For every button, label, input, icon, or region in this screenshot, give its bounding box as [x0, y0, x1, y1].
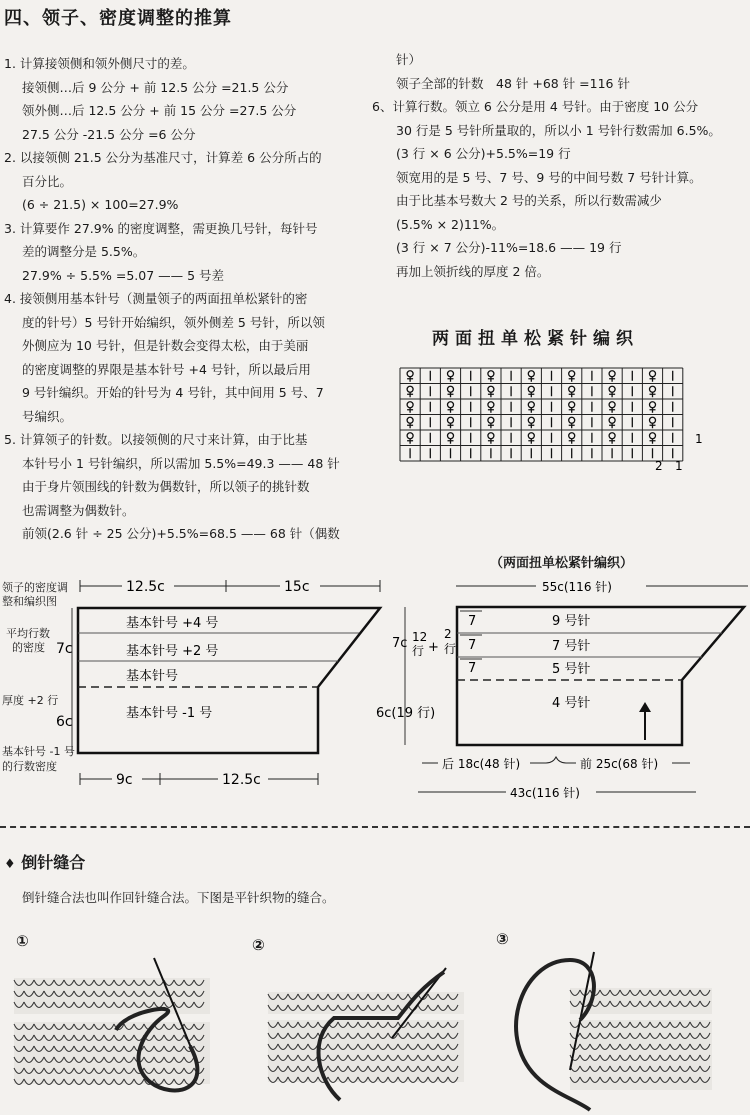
twisted-stitch-loop	[569, 402, 575, 408]
twisted-stitch-loop	[569, 371, 575, 377]
twisted-stitch-symbol	[528, 392, 534, 397]
band-label: 5 号针	[552, 662, 591, 677]
twisted-stitch-loop	[528, 386, 534, 392]
twisted-stitch-loop	[488, 386, 494, 392]
twisted-stitch-symbol	[528, 423, 534, 428]
twisted-stitch-loop	[528, 402, 534, 408]
twisted-stitch-symbol	[650, 392, 656, 397]
twisted-stitch-loop	[488, 402, 494, 408]
twisted-stitch-symbol	[407, 423, 413, 428]
twisted-stitch-symbol	[488, 408, 494, 413]
twisted-stitch-loop	[650, 417, 656, 423]
twisted-stitch-loop	[407, 402, 413, 408]
text-line: 外侧应为 10 号针，但是针数会变得太松，由于美丽	[22, 338, 309, 353]
right-column	[372, 48, 721, 283]
chart-col-label: 1	[675, 459, 683, 473]
text-line: 30 行是 5 号针所量取的，所以小 1 号针行数需加 6.5%。	[396, 122, 721, 138]
dimension-left: 12	[412, 630, 428, 644]
dimension-total: 43c(116 针)	[510, 786, 580, 800]
twisted-stitch-symbol	[650, 423, 656, 428]
text-line: 本针号小 1 号针编织，所以需加 5.5%=49.3 —— 48 针	[22, 455, 340, 471]
text-line: (5.5% × 2)11%。	[396, 216, 505, 232]
twisted-stitch-loop	[609, 402, 615, 408]
text-line: 5. 计算领子的针数。以接领侧的尺寸来计算，由于比基	[4, 432, 308, 447]
section-divider	[0, 826, 750, 828]
collar-diagram-right	[376, 575, 750, 805]
dimension-left-upper: 7c	[56, 641, 73, 657]
step-number: ①	[16, 932, 29, 950]
dimension-top-total: 55c(116 针)	[542, 580, 612, 594]
twisted-stitch-symbol	[448, 377, 454, 382]
twisted-stitch-loop	[569, 417, 575, 423]
twisted-stitch-loop	[528, 433, 534, 439]
diagram-label: 领子的密度调	[2, 581, 68, 594]
twisted-stitch-symbol	[569, 408, 575, 413]
text-line: 针）	[396, 52, 422, 67]
text-line: 的密度调整的界限是基本针号 +4 号针，所以最后用	[22, 361, 311, 377]
dimension-back: 后 18c(48 针)	[442, 757, 521, 771]
twisted-stitch-loop	[650, 433, 656, 439]
dimension-left: 行	[444, 642, 457, 656]
twisted-stitch-symbol	[407, 392, 413, 397]
twisted-stitch-loop	[569, 386, 575, 392]
twisted-stitch-symbol	[448, 392, 454, 397]
knit-fabric-bottom	[268, 1020, 464, 1083]
text-line: (3 行 × 7 公分)-11%=18.6 —— 19 行	[396, 240, 622, 255]
band-label: 基本针号 -1 号	[126, 706, 213, 721]
diagram-label: 的行数密度	[2, 760, 57, 773]
text-line: 27.9% ÷ 5.5% =5.07 —— 5 号差	[22, 267, 225, 283]
twisted-stitch-symbol	[448, 423, 454, 428]
twisted-stitch-loop	[528, 371, 534, 377]
twisted-stitch-loop	[448, 402, 454, 408]
band-label: 基本针号 +2 号	[126, 644, 219, 659]
twisted-stitch-loop	[650, 371, 656, 377]
text-line: (6 ÷ 21.5) × 100=27.9%	[22, 197, 179, 212]
twisted-stitch-loop	[407, 433, 413, 439]
twisted-stitch-loop	[609, 417, 615, 423]
twisted-stitch-loop	[407, 371, 413, 377]
backstitch-illustration-3	[500, 940, 720, 1110]
dimension-left: 行	[412, 644, 425, 658]
text-line: 领子全部的针数 48 针 +68 针 =116 针	[396, 75, 630, 91]
twisted-stitch-loop	[488, 417, 494, 423]
stitch-grid	[400, 368, 683, 461]
text-line: 由于身片领围线的针数为偶数针，所以领子的挑针数	[22, 479, 310, 494]
twisted-stitch-symbol	[569, 439, 575, 444]
twisted-stitch-symbol	[488, 423, 494, 428]
twisted-stitch-symbol	[650, 439, 656, 444]
knit-fabric-bottom	[570, 1020, 712, 1090]
row-mark: 7	[468, 614, 477, 629]
step-number: ②	[252, 936, 265, 954]
band-label: 4 号针	[552, 696, 591, 711]
text-line: 27.5 公分 -21.5 公分 =6 公分	[22, 126, 196, 142]
row-mark: 7	[468, 661, 477, 676]
knit-fabric-top	[268, 992, 464, 1014]
diagram-label: 基本针号 -1 号	[2, 745, 75, 758]
twisted-stitch-loop	[448, 417, 454, 423]
dimension-front: 前 25c(68 针)	[580, 757, 659, 771]
band-label: 9 号针	[552, 614, 591, 629]
twisted-stitch-symbol	[609, 439, 615, 444]
dimension-bottom-back: 9c	[116, 772, 133, 788]
text-line: 差的调整分是 5.5%。	[22, 244, 146, 259]
left-column	[4, 52, 340, 546]
twisted-stitch-symbol	[488, 392, 494, 397]
text-line: 号编织。	[22, 408, 73, 424]
dimension-left: 7c	[392, 636, 408, 651]
diagram-label: 整和编织图	[2, 595, 57, 608]
fabric-background	[14, 1022, 210, 1084]
twisted-stitch-symbol	[448, 408, 454, 413]
dimension-top-front: 15c	[284, 579, 310, 595]
stitch-chart-title: 两面扭单松紧针编织	[432, 329, 639, 349]
chart-row-label: 1	[695, 432, 703, 446]
twisted-stitch-loop	[407, 386, 413, 392]
diagram-label: 平均行数	[6, 627, 50, 640]
backstitch-illustration-2	[268, 950, 478, 1110]
twisted-stitch-loop	[609, 371, 615, 377]
dimension-bottom-front: 12.5c	[222, 772, 261, 788]
band-label: 基本针号	[126, 669, 179, 684]
diagram-label: 的密度	[12, 641, 45, 654]
section2-title	[4, 850, 85, 873]
twisted-stitch-symbol	[528, 377, 534, 382]
section-title: 四、领子、密度调整的推算	[4, 8, 232, 29]
diagram-label: 厚度 +2 行	[2, 694, 59, 707]
stitch-chart	[398, 366, 710, 478]
step-number: ③	[496, 930, 509, 948]
section2-description: 倒针缝合法也叫作回针缝合法。下图是平针织物的缝合。	[22, 890, 335, 905]
twisted-stitch-symbol	[569, 377, 575, 382]
text-line: 4. 接领侧用基本针号（测量领子的两面扭单松紧针的密	[4, 291, 308, 306]
fabric-background	[268, 1020, 464, 1082]
twisted-stitch-loop	[569, 433, 575, 439]
backstitch-illustration-1	[14, 950, 224, 1110]
twisted-stitch-symbol	[569, 392, 575, 397]
dimension-left: 6c(19 行)	[376, 706, 436, 721]
text-line: 再加上领折线的厚度 2 倍。	[396, 263, 550, 279]
text-line: 2. 以接领侧 21.5 公分为基准尺寸，计算差 6 公分所占的	[4, 150, 322, 165]
chart-col-label: 2	[655, 459, 663, 473]
twisted-stitch-loop	[407, 417, 413, 423]
twisted-stitch-symbol	[488, 439, 494, 444]
twisted-stitch-symbol	[448, 439, 454, 444]
dimension-left-lower: 6c	[56, 714, 73, 730]
twisted-stitch-loop	[448, 371, 454, 377]
text-line: 百分比。	[22, 173, 73, 189]
dimension-left: 2	[444, 627, 452, 641]
right-diagram-title: （两面扭单松紧针编织）	[490, 556, 634, 571]
twisted-stitch-symbol	[407, 439, 413, 444]
twisted-stitch-symbol	[528, 439, 534, 444]
text-line: 前领(2.6 针 ÷ 25 公分)+5.5%=68.5 —— 68 针（偶数	[22, 526, 340, 541]
twisted-stitch-loop	[528, 417, 534, 423]
twisted-stitch-symbol	[569, 423, 575, 428]
text-line: 9 号针编织。开始的针号为 4 号针，其中间用 5 号、7	[22, 385, 324, 400]
twisted-stitch-loop	[448, 433, 454, 439]
text-line: 由于比基本号数大 2 号的关系，所以行数需减少	[396, 193, 662, 208]
row-mark: 7	[468, 638, 477, 653]
twisted-stitch-loop	[650, 402, 656, 408]
text-line: 接领侧…后 9 公分 + 前 12.5 公分 =21.5 公分	[22, 79, 289, 95]
twisted-stitch-loop	[609, 386, 615, 392]
twisted-stitch-symbol	[407, 377, 413, 382]
knit-fabric-top	[14, 978, 210, 1014]
twisted-stitch-symbol	[528, 408, 534, 413]
dimension-top-back: 12.5c	[126, 579, 165, 595]
twisted-stitch-symbol	[488, 377, 494, 382]
dimension-left: +	[428, 640, 439, 655]
diamond-icon: ♦	[4, 857, 16, 872]
text-line: 3. 计算要作 27.9% 的密度调整，需更换几号针，每针号	[4, 220, 318, 236]
twisted-stitch-loop	[609, 433, 615, 439]
twisted-stitch-symbol	[650, 377, 656, 382]
twisted-stitch-loop	[488, 433, 494, 439]
twisted-stitch-symbol	[609, 408, 615, 413]
text-line: 领外侧…后 12.5 公分 + 前 15 公分 =27.5 公分	[22, 103, 297, 118]
band-label: 7 号针	[552, 639, 591, 654]
twisted-stitch-loop	[650, 386, 656, 392]
twisted-stitch-loop	[448, 386, 454, 392]
twisted-stitch-symbol	[609, 392, 615, 397]
twisted-stitch-symbol	[609, 423, 615, 428]
twisted-stitch-symbol	[609, 377, 615, 382]
section2-title-text: 倒针缝合	[21, 853, 86, 872]
twisted-stitch-symbol	[650, 408, 656, 413]
text-line: 度的针号）5 号针开始编织，领外侧差 5 号针，所以领	[22, 314, 325, 330]
twisted-stitch-symbol	[407, 408, 413, 413]
knit-fabric-bottom	[14, 1022, 210, 1085]
band-label: 基本针号 +4 号	[126, 616, 219, 631]
text-line: 1. 计算接领侧和领外侧尺寸的差。	[4, 56, 195, 71]
text-line: 领宽用的是 5 号、7 号、9 号的中间号数 7 号针计算。	[396, 169, 702, 185]
collar-diagram-left	[0, 575, 400, 790]
text-line: 6、计算行数。领立 6 公分是用 4 号针。由于密度 10 公分	[372, 99, 699, 114]
twisted-stitch-loop	[488, 371, 494, 377]
text-line: 也需调整为偶数针。	[22, 502, 135, 518]
text-line: (3 行 × 6 公分)+5.5%=19 行	[396, 146, 571, 161]
